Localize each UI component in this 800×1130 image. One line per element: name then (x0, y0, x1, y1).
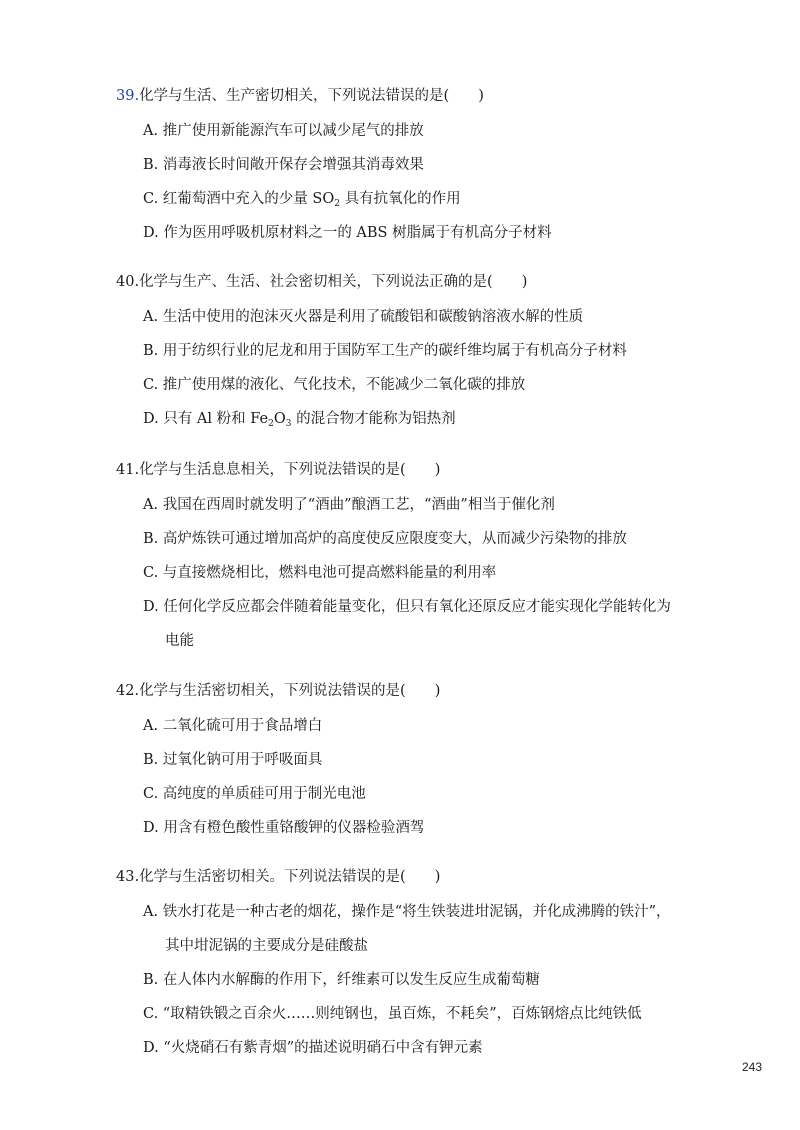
option-d: D. 作为医用呼吸机原材料之一的 ABS 树脂属于有机高分子材料 (143, 225, 552, 241)
option-c-text: C. 红葡萄酒中充入的少量 SO (143, 191, 335, 207)
question-stem (116, 681, 716, 701)
option-b: B. 用于纺织行业的尼龙和用于国防军工生产的碳纤维均属于有机高分子材料 (143, 343, 627, 359)
option-d-text-mid: O (273, 411, 286, 427)
option-a: A. 推广使用新能源汽车可以减少尾气的排放 (143, 123, 424, 139)
option-c: C. 与直接燃烧相比，燃料电池可提高燃料能量的利用率 (143, 565, 497, 581)
option-a: A. 生活中使用的泡沫灭火器是利用了硫酸铝和碳酸钠溶液水解的性质 (143, 309, 584, 325)
question-text: 化学与生产、生活、社会密切相关，下列说法正确的是( ) (139, 274, 528, 290)
question-text: 化学与生活密切相关。下列说法错误的是( ) (139, 869, 441, 885)
option-d: D. 任何化学反应都会伴随着能量变化，但只有氧化还原反应才能实现化学能转化为 (143, 599, 671, 615)
option-d: D. 用含有橙色酸性重铬酸钾的仪器检验酒驾 (143, 820, 425, 836)
option-c: C. 高纯度的单质硅可用于制光电池 (143, 786, 366, 802)
option-a-continuation: 其中坩泥锅的主要成分是硅酸盐 (165, 938, 368, 954)
question-number: 40. (116, 274, 140, 290)
option-d (143, 409, 716, 429)
option-c (143, 189, 716, 209)
page-number: 243 (741, 1060, 762, 1074)
question-text: 化学与生活密切相关，下列说法错误的是( ) (139, 683, 441, 699)
subscript: 2 (268, 419, 274, 429)
question-41 (116, 460, 716, 651)
question-42 (116, 681, 716, 838)
subscript: 2 (334, 199, 340, 209)
question-number: 41. (116, 462, 140, 478)
option-d-continuation: 电能 (165, 633, 194, 649)
option-d-text: D. 只有 Al 粉和 Fe (143, 411, 269, 427)
option-b: B. 过氧化钠可用于呼吸面具 (143, 752, 323, 768)
question-40 (116, 272, 716, 429)
option-a: A. 我国在西周时就发明了“酒曲”酿酒工艺，“酒曲”相当于催化剂 (143, 497, 555, 513)
option-c-text-end: 具有抗氧化的作用 (339, 191, 461, 207)
question-text: 化学与生活、生产密切相关，下列说法错误的是( ) (139, 88, 484, 104)
option-b: B. 高炉炼铁可通过增加高炉的高度使反应限度变大，从而减少污染物的排放 (143, 531, 627, 547)
option-a: A. 二氧化硫可用于食品增白 (143, 718, 323, 734)
question-text: 化学与生活息息相关，下列说法错误的是( ) (139, 462, 441, 478)
question-stem (116, 86, 716, 106)
subscript: 3 (285, 419, 292, 429)
option-b: B. 消毒液长时间敞开保存会增强其消毒效果 (143, 157, 424, 173)
option-d-text-end: 的混合物才能称为铝热剂 (291, 411, 456, 427)
question-number: 39. (116, 88, 140, 104)
question-stem (116, 272, 716, 292)
question-stem (116, 867, 716, 887)
question-39 (116, 86, 716, 243)
option-c: C. 推广使用煤的液化、气化技术，不能减少二氧化碳的排放 (143, 377, 526, 393)
option-c: C. “取精铁锻之百余火……则纯钢也，虽百炼，不耗矣”，百炼钢熔点比纯铁低 (143, 1006, 642, 1022)
option-a: A. 铁水打花是一种古老的烟花，操作是“将生铁装进坩泥锅，并化成沸腾的铁汁”， (143, 904, 671, 920)
option-b: B. 在人体内水解酶的作用下，纤维素可以发生反应生成葡萄糖 (143, 972, 540, 988)
option-d: D. “火烧硝石有紫青烟”的描述说明硝石中含有钾元素 (143, 1040, 483, 1056)
question-stem (116, 460, 716, 480)
question-number: 42. (116, 683, 140, 699)
question-number: 43. (116, 869, 140, 885)
question-43 (116, 867, 716, 1058)
